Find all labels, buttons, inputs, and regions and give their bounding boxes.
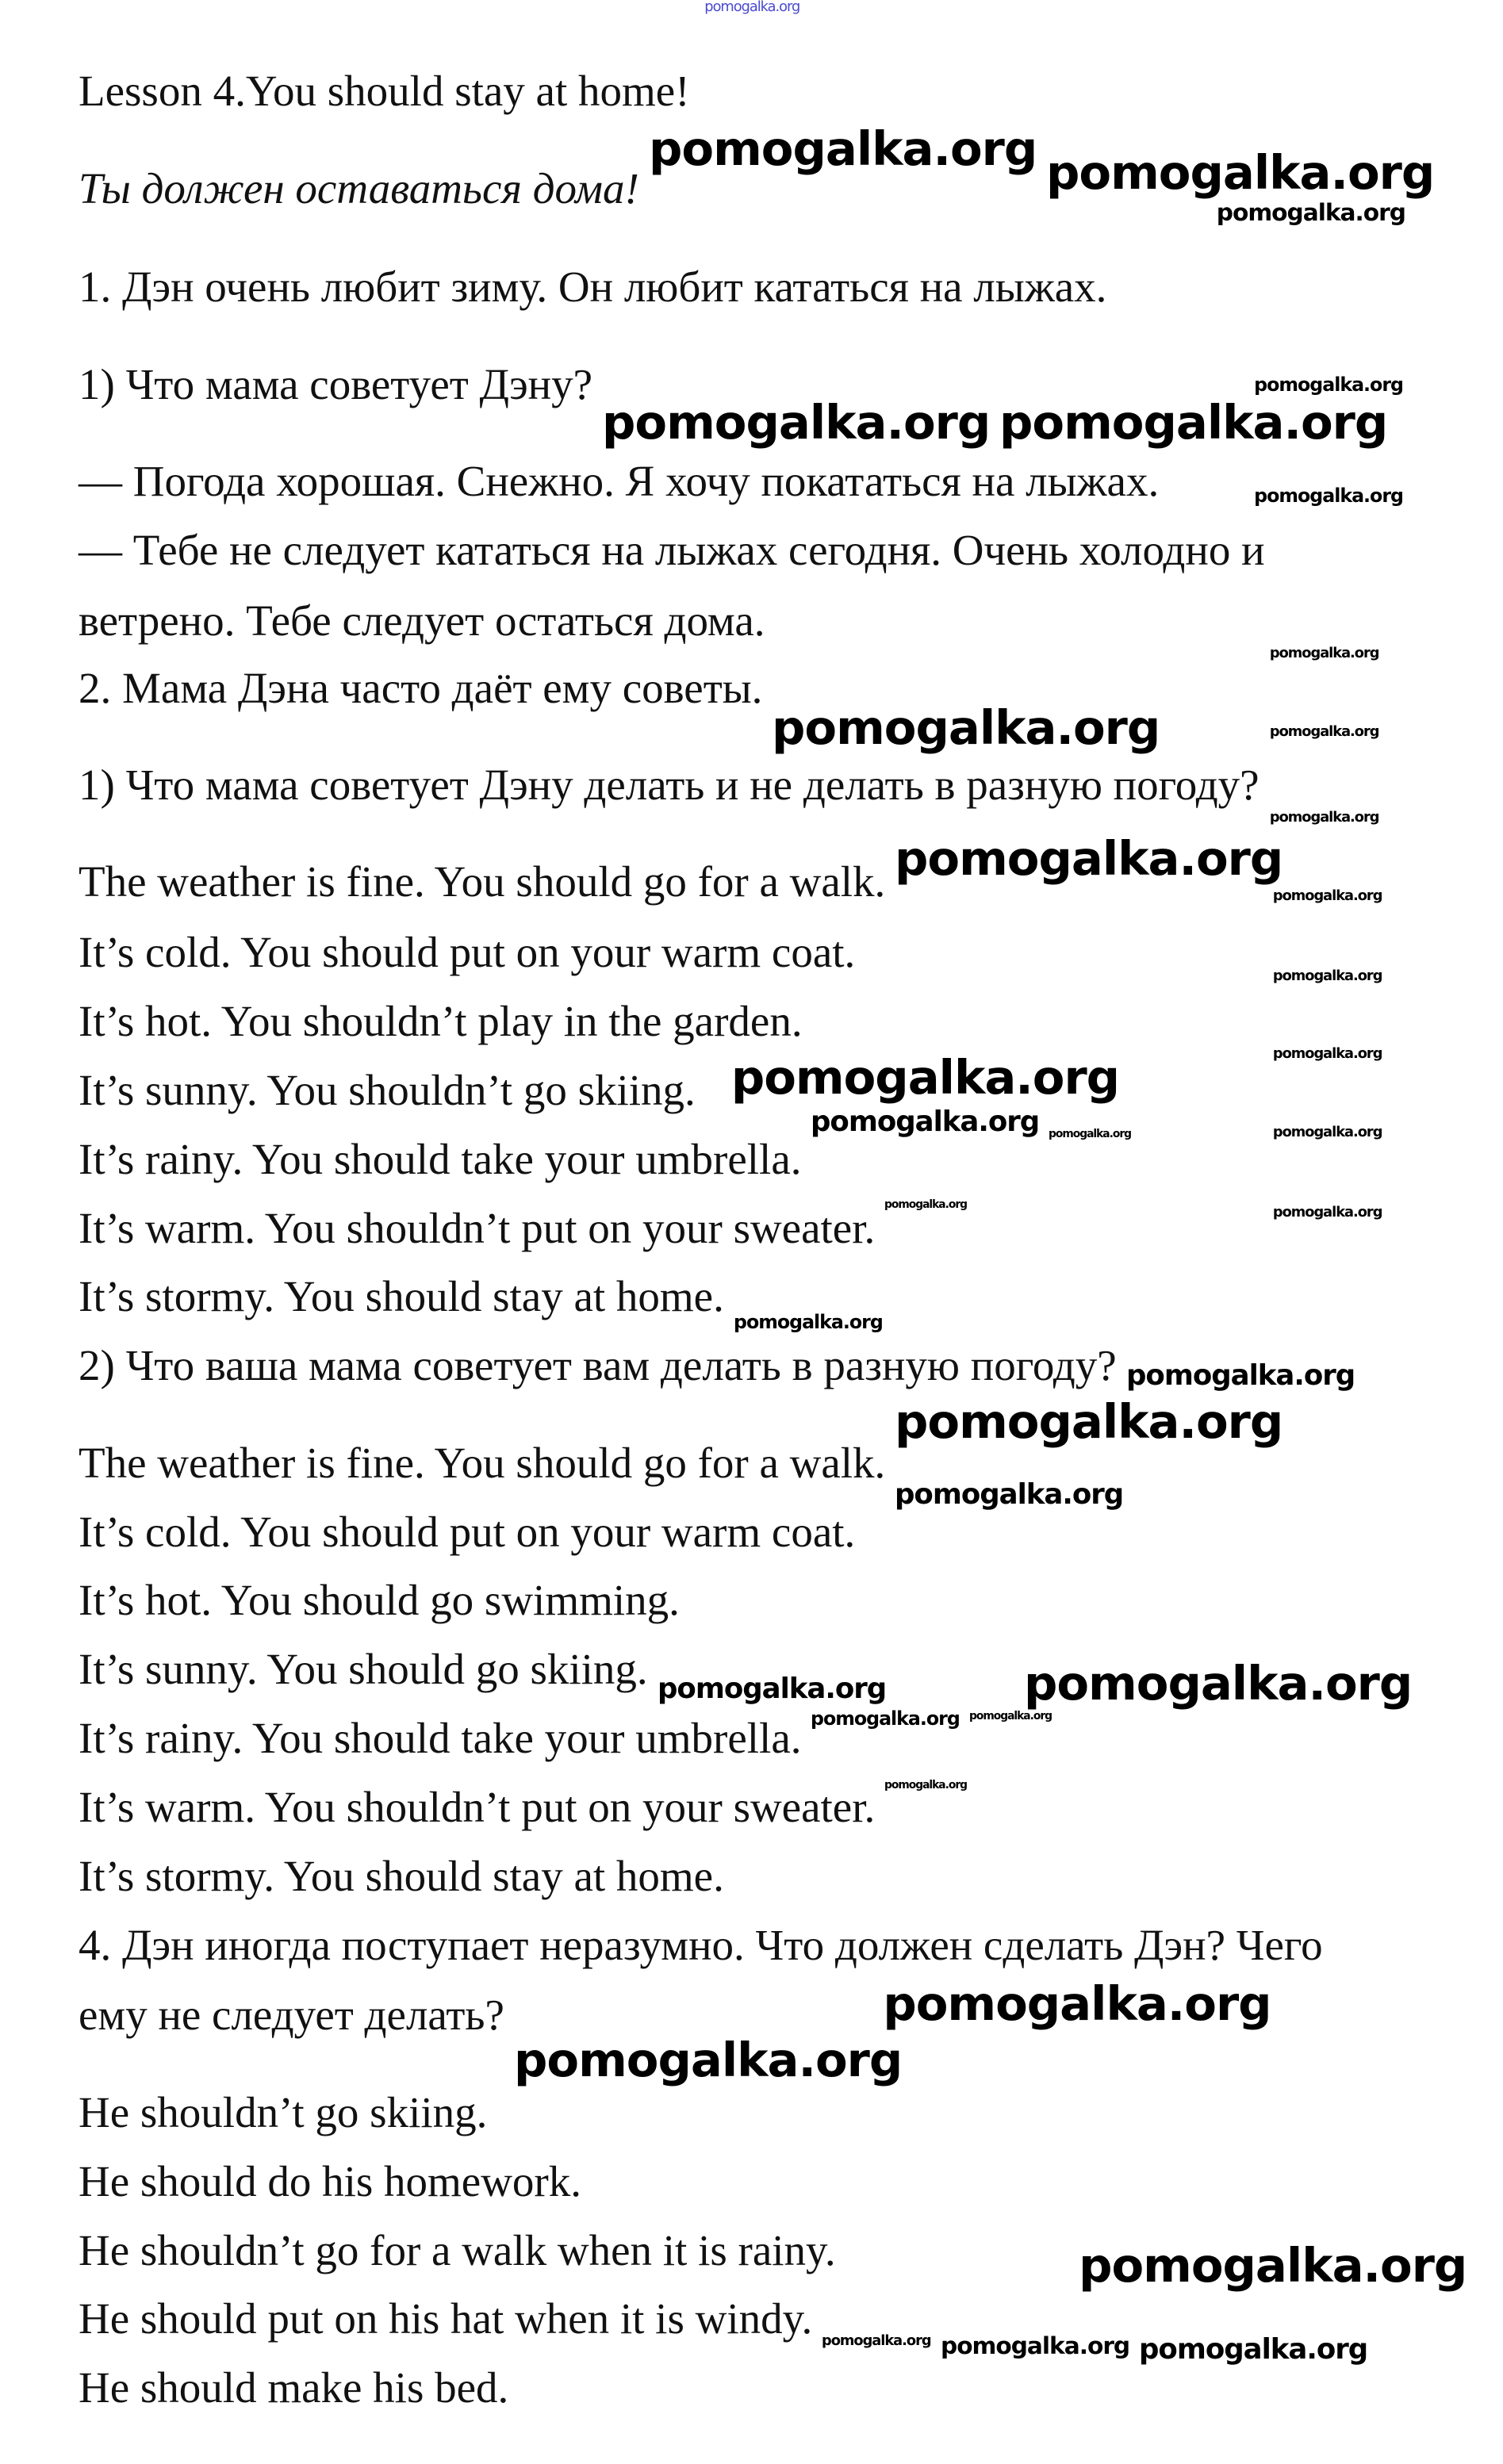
text-line: 2) Что ваша мама советует вам делать в разную погоду? bbox=[79, 1341, 1117, 1390]
watermark: pomogalka.org bbox=[895, 830, 1283, 886]
watermark: pomogalka.org bbox=[895, 1394, 1283, 1450]
watermark: pomogalka.org bbox=[1139, 2332, 1368, 2366]
text-line: The weather is fine. You should go for a walk. bbox=[79, 1438, 886, 1487]
text-line: 1. Дэн очень любит зиму. Он любит кататься на лыжах. bbox=[79, 262, 1107, 312]
watermark: pomogalka.org bbox=[1272, 888, 1382, 905]
text-line: He should put on his hat when it is windy. bbox=[79, 2294, 813, 2343]
watermark: pomogalka.org bbox=[772, 699, 1160, 755]
watermark: pomogalka.org bbox=[1269, 723, 1379, 740]
watermark: pomogalka.org bbox=[941, 2332, 1130, 2360]
watermark: pomogalka.org bbox=[969, 1710, 1052, 1723]
text-line: It’s warm. You shouldn’t put on your sweater. bbox=[79, 1782, 876, 1831]
text-line: He shouldn’t go skiing. bbox=[79, 2087, 488, 2136]
watermark: pomogalka.org bbox=[1126, 1358, 1355, 1392]
watermark: pomogalka.org bbox=[730, 1049, 1120, 1105]
watermark: pomogalka.org bbox=[658, 1672, 887, 1705]
text-line: It’s rainy. You should take your umbrella. bbox=[79, 1134, 802, 1183]
text-line: It’s cold. You should put on your warm coat. bbox=[79, 1507, 856, 1556]
watermark: pomogalka.org bbox=[1272, 1204, 1382, 1221]
text-line: — Тебе не следует кататься на лыжах сегодня. Очень холодно и bbox=[79, 525, 1265, 574]
text-line: It’s rainy. You should take your umbrella. bbox=[79, 1714, 802, 1763]
watermark: pomogalka.org bbox=[1216, 198, 1405, 226]
watermark: pomogalka.org bbox=[1254, 373, 1403, 396]
text-line: It’s stormy. You should stay at home. bbox=[79, 1272, 724, 1321]
lesson-title: Lesson 4.You should stay at home! bbox=[79, 67, 690, 116]
watermark: pomogalka.org bbox=[811, 1707, 960, 1730]
text-line: 1) Что мама советует Дэну делать и не делать в разную погоду? bbox=[79, 760, 1260, 809]
watermark: pomogalka.org bbox=[1254, 484, 1403, 507]
watermark: pomogalka.org bbox=[1269, 646, 1379, 662]
watermark: pomogalka.org bbox=[822, 2333, 931, 2350]
watermark: pomogalka.org bbox=[1272, 968, 1382, 984]
watermark: pomogalka.org bbox=[999, 395, 1388, 450]
lesson-subtitle: Ты должен оставаться дома! bbox=[79, 163, 639, 213]
text-line: 2. Мама Дэна часто даёт ему советы. bbox=[79, 663, 763, 712]
text-line: It’s sunny. You should go skiing. bbox=[79, 1645, 648, 1694]
watermark: pomogalka.org bbox=[895, 1478, 1124, 1512]
watermark: pomogalka.org bbox=[514, 2033, 903, 2088]
watermark: pomogalka.org bbox=[649, 121, 1037, 177]
text-line: It’s stormy. You should stay at home. bbox=[79, 1851, 724, 1900]
watermark: pomogalka.org bbox=[1079, 2237, 1467, 2293]
watermark: pomogalka.org bbox=[883, 1976, 1271, 2032]
text-line: ветрено. Тебе следует остаться дома. bbox=[79, 596, 765, 645]
text-line: He should do his homework. bbox=[79, 2156, 581, 2205]
watermark: pomogalka.org bbox=[884, 1779, 968, 1792]
watermark: pomogalka.org bbox=[1023, 1655, 1413, 1711]
text-line: — Погода хорошая. Снежно. Я хочу покататься на лыжах. bbox=[79, 456, 1160, 505]
watermark: pomogalka.org bbox=[734, 1311, 883, 1334]
watermark: pomogalka.org bbox=[1049, 1128, 1132, 1141]
watermark: pomogalka.org bbox=[1272, 1046, 1382, 1063]
watermark: pomogalka.org bbox=[1269, 810, 1379, 826]
text-line: 1) Что мама советует Дэну? bbox=[79, 359, 593, 408]
watermark: pomogalka.org bbox=[1046, 144, 1435, 200]
watermark: pomogalka.org bbox=[811, 1106, 1040, 1139]
watermark: pomogalka.org bbox=[704, 0, 800, 15]
watermark: pomogalka.org bbox=[884, 1198, 968, 1211]
text-line: The weather is fine. You should go for a walk. bbox=[79, 857, 886, 906]
watermark: pomogalka.org bbox=[602, 395, 991, 450]
text-line: It’s hot. You should go swimming. bbox=[79, 1576, 680, 1625]
text-line: 4. Дэн иногда поступает неразумно. Что должен сделать Дэн? Чего bbox=[79, 1920, 1323, 1969]
text-line: It’s cold. You should put on your warm coat. bbox=[79, 928, 856, 977]
text-line: It’s sunny. You shouldn’t go skiing. bbox=[79, 1065, 696, 1114]
text-line: It’s warm. You shouldn’t put on your sweater. bbox=[79, 1203, 876, 1252]
text-line: It’s hot. You shouldn’t play in the garden. bbox=[79, 996, 803, 1045]
watermark: pomogalka.org bbox=[1272, 1125, 1382, 1141]
text-line: He should make his bed. bbox=[79, 2363, 509, 2412]
text-line: He shouldn’t go for a walk when it is rainy. bbox=[79, 2225, 836, 2274]
text-line: ему не следует делать? bbox=[79, 1991, 504, 2040]
